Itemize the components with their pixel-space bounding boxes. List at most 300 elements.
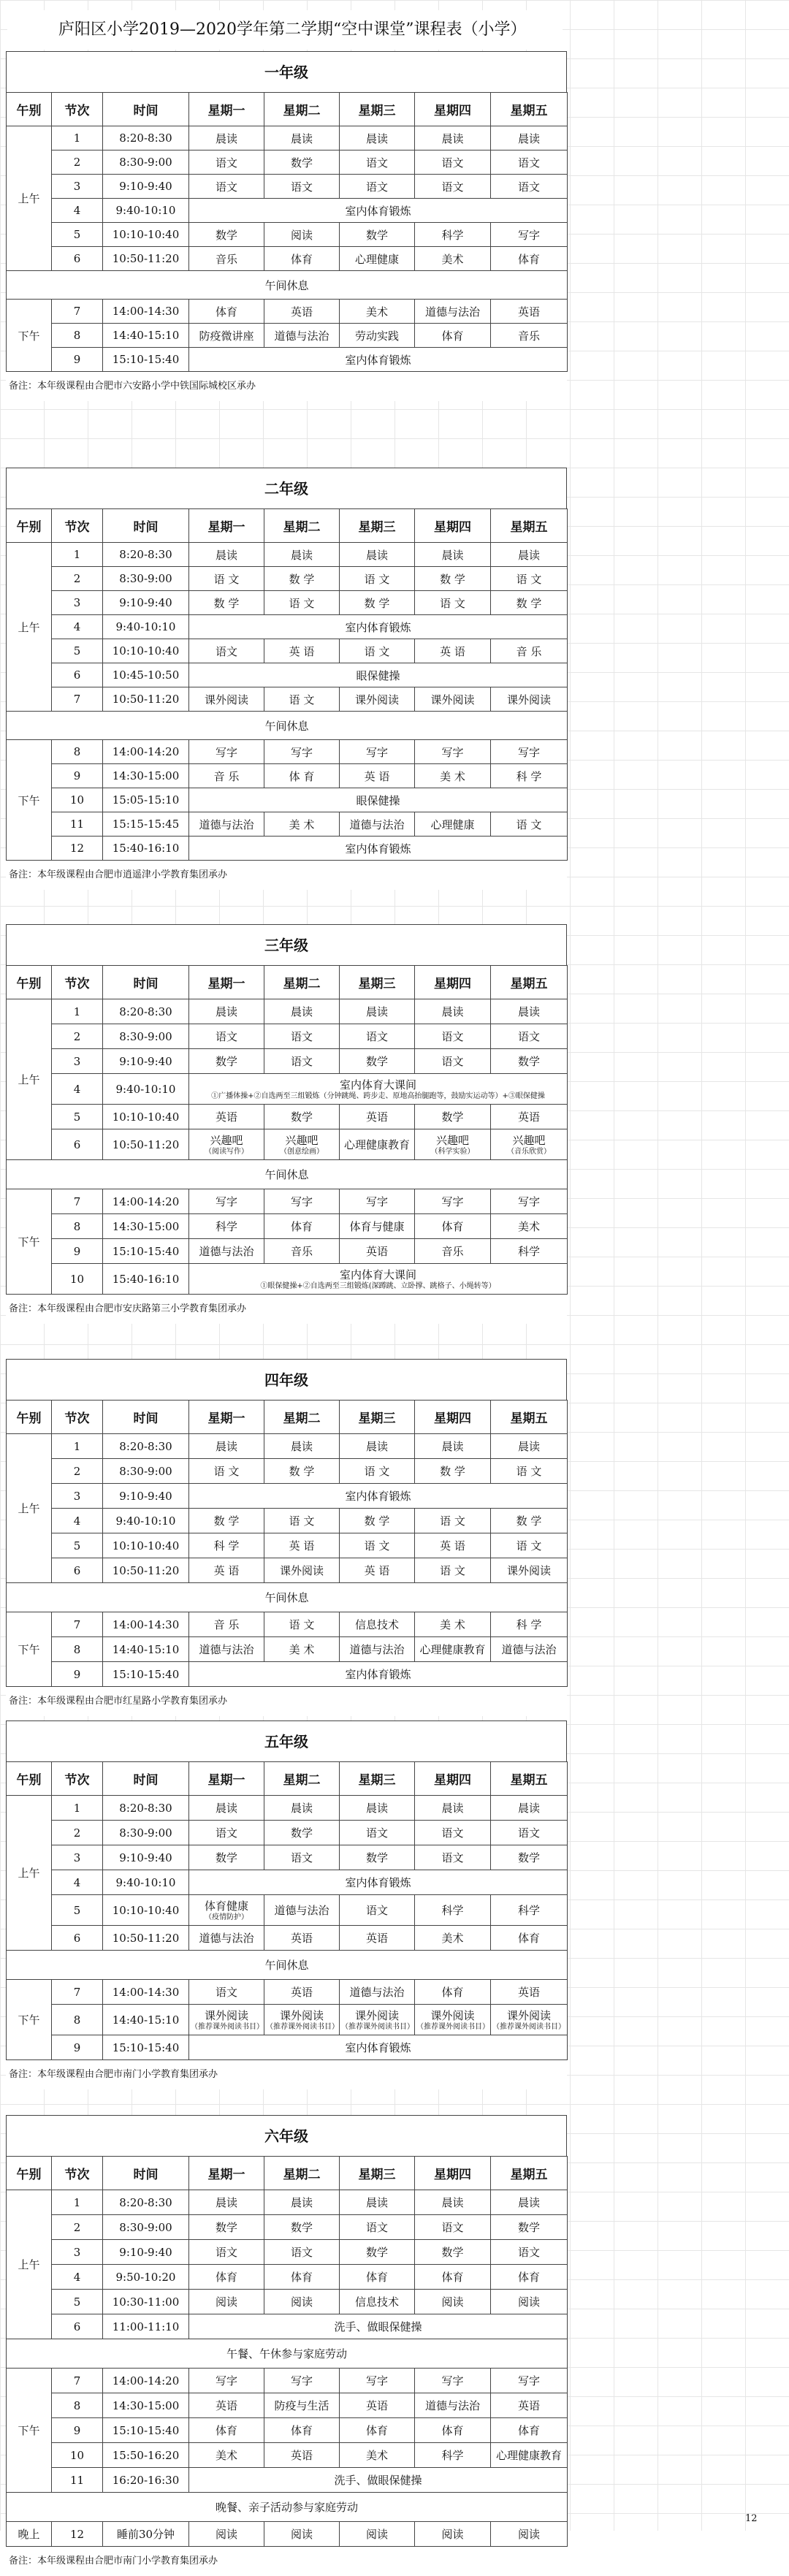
course-cell [415, 1796, 491, 1821]
course-label: 晨读 [517, 1005, 540, 1018]
course-cell [264, 150, 340, 175]
break-row [7, 1583, 568, 1612]
lesson-time: 14:30-15:00 [103, 764, 189, 788]
course-cell [189, 591, 264, 615]
merged-activity-cell [189, 837, 568, 861]
lesson-number: 9 [52, 1239, 103, 1264]
course-cell [340, 1980, 415, 2005]
lesson-number: 8 [52, 2393, 103, 2418]
course-label: 数 学 [516, 1514, 542, 1528]
course-cell [340, 2443, 415, 2468]
course-cell [340, 1533, 415, 1558]
course-cell [189, 2418, 264, 2443]
lesson-time: 8:30-9:00 [103, 2215, 189, 2240]
course-label: 英语 [365, 1932, 388, 1945]
course-label: 音 乐 [213, 769, 240, 783]
lesson-number: 7 [52, 687, 103, 712]
lesson-time: 9:50-10:20 [103, 2265, 189, 2290]
course-label: 晨读 [215, 132, 237, 145]
table-row [7, 2035, 568, 2060]
course-label: 写字 [517, 745, 540, 759]
table-row [7, 247, 568, 271]
lesson-time: 9:40-10:10 [103, 1870, 189, 1895]
course-label: 英 语 [289, 644, 315, 658]
header-cell: 午别 [7, 966, 52, 999]
course-label: 美术 [517, 1220, 540, 1233]
course-label: 音乐 [441, 1245, 464, 1258]
lesson-number: 1 [52, 126, 103, 150]
activity-label: 眼保健操 [356, 793, 400, 807]
lesson-number: 2 [52, 567, 103, 591]
header-cell: 午别 [7, 1401, 52, 1434]
course-cell [491, 1533, 568, 1558]
lesson-number: 1 [52, 999, 103, 1024]
table-row [7, 1895, 568, 1926]
course-label: 晨读 [365, 1005, 388, 1018]
course-label: 写字 [441, 1195, 464, 1208]
course-cell [415, 543, 491, 567]
period-cell: 上午 [7, 999, 52, 1160]
course-label: 英语 [517, 1110, 540, 1124]
grade-note: 备注：本年级课程由合肥市红星路小学教育集团承办 [6, 1687, 567, 1716]
course-cell [340, 2215, 415, 2240]
course-cell [189, 247, 264, 271]
lesson-time: 15:10-15:40 [103, 2418, 189, 2443]
course-label: 晨读 [517, 2196, 540, 2209]
activity-label: 洗手、做眼保健操 [334, 2320, 422, 2333]
course-label: 信息技术 [354, 1618, 399, 1631]
header-row [7, 509, 568, 543]
course-cell [491, 1105, 568, 1129]
course-cell [340, 639, 415, 663]
course-cell [264, 1637, 340, 1662]
course-label: 体育 [215, 2271, 237, 2284]
course-cell [264, 567, 340, 591]
course-cell [415, 999, 491, 1024]
activity-label: 室内体育锻炼 [345, 1490, 411, 1503]
course-label: 心理健康 [430, 818, 475, 831]
table-row [7, 1024, 568, 1049]
course-label: 数 学 [516, 596, 542, 610]
lesson-number: 10 [52, 2443, 103, 2468]
course-label: 数学 [365, 1055, 388, 1068]
course-cell [264, 1459, 340, 1484]
course-cell [491, 1434, 568, 1459]
lesson-number: 6 [52, 1558, 103, 1583]
course-cell [415, 1129, 491, 1160]
header-cell: 午别 [7, 509, 52, 543]
lesson-time: 9:10-9:40 [103, 1484, 189, 1509]
course-cell [415, 324, 491, 348]
course-label: 英 语 [364, 1564, 390, 1577]
course-cell [340, 126, 415, 150]
table-row [7, 1637, 568, 1662]
course-label: 晨读 [517, 548, 540, 562]
course-cell [491, 2215, 568, 2240]
header-cell: 星期二 [264, 1401, 340, 1434]
course-cell [189, 2190, 264, 2215]
merged-activity-cell [189, 1264, 568, 1295]
course-cell [189, 2265, 264, 2290]
course-label: 体育 [290, 1220, 313, 1233]
course-label: 晨读 [215, 2196, 237, 2209]
lesson-number: 1 [52, 1434, 103, 1459]
header-cell: 时间 [103, 1401, 189, 1434]
course-label: 写字 [290, 745, 313, 759]
course-cell [189, 1895, 264, 1926]
course-cell [189, 1129, 264, 1160]
course-label: 写字 [441, 2374, 464, 2388]
course-label: 阅读 [441, 2295, 464, 2309]
course-cell [189, 1509, 264, 1533]
course-label: 科 学 [516, 769, 542, 783]
table-row [7, 1105, 568, 1129]
course-cell [415, 1239, 491, 1264]
course-cell [264, 2190, 340, 2215]
lesson-number: 9 [52, 764, 103, 788]
lesson-number: 9 [52, 1662, 103, 1687]
grade-title: 五年级 [6, 1720, 567, 1761]
course-label: 音乐 [215, 252, 237, 266]
table-row [7, 2468, 568, 2493]
course-cell [189, 1637, 264, 1662]
course-cell [415, 1637, 491, 1662]
course-cell [340, 1049, 415, 1074]
course-cell [491, 2240, 568, 2265]
lesson-number: 3 [52, 2240, 103, 2265]
activity-detail: ①广播体操+②自选两至三组锻炼（分钟跳绳、跨步走、原地高抬腿跑等，鼓励实运动等）+③眼保健操 [211, 1092, 545, 1100]
course-cell [189, 1980, 264, 2005]
course-cell [264, 1926, 340, 1951]
course-cell [415, 223, 491, 247]
break-cell: 午间休息 [7, 271, 568, 300]
lesson-number: 3 [52, 591, 103, 615]
period-cell: 下午 [7, 300, 52, 372]
lesson-number: 1 [52, 543, 103, 567]
course-label: 美术 [441, 1932, 464, 1945]
course-label: 语 文 [440, 1514, 465, 1528]
course-label: 美 术 [289, 1643, 315, 1656]
header-cell: 星期一 [189, 93, 264, 126]
header-cell: 星期一 [189, 1401, 264, 1434]
course-label: 英语 [290, 1932, 313, 1945]
course-label: 晨读 [290, 1802, 313, 1815]
header-cell: 时间 [103, 93, 189, 126]
table-row [7, 788, 568, 812]
course-label: 心理健康教育 [495, 2449, 562, 2462]
header-cell: 节次 [52, 2157, 103, 2190]
lesson-time: 15:10-15:40 [103, 348, 189, 372]
course-label: 英 语 [364, 769, 390, 783]
course-label: 晨读 [441, 1440, 464, 1453]
course-cell [264, 591, 340, 615]
lesson-number: 3 [52, 1845, 103, 1870]
table-row [7, 324, 568, 348]
header-cell: 星期四 [415, 93, 491, 126]
header-cell: 星期二 [264, 93, 340, 126]
course-label: 体 育 [289, 769, 315, 783]
table-row [7, 1049, 568, 1074]
lesson-number: 5 [52, 1895, 103, 1926]
grade-note: 备注：本年级课程由合肥市逍遥津小学教育集团承办 [6, 861, 567, 890]
header-cell: 节次 [52, 509, 103, 543]
course-label: 语文 [441, 2221, 464, 2234]
break-cell: 午餐、午休参与家庭劳动 [7, 2339, 568, 2369]
period-cell: 下午 [7, 1189, 52, 1295]
grade-title: 四年级 [6, 1359, 567, 1400]
course-cell [264, 764, 340, 788]
lesson-time: 10:45-10:50 [103, 663, 189, 687]
lesson-number: 5 [52, 1533, 103, 1558]
activity-label: 室内体育锻炼 [345, 353, 411, 367]
course-cell [264, 2522, 340, 2547]
course-label: 体育 [290, 252, 313, 266]
course-label: 数 学 [364, 1514, 390, 1528]
lesson-time: 10:10-10:40 [103, 1895, 189, 1926]
course-label: 晨读 [365, 1802, 388, 1815]
course-label: 体育 [290, 2424, 313, 2437]
merged-activity-cell [189, 1870, 568, 1895]
lesson-time: 睡前30分钟 [103, 2522, 189, 2547]
lesson-time: 10:10-10:40 [103, 1533, 189, 1558]
course-label: 科学 [517, 1245, 540, 1258]
course-label: 阅读 [517, 2295, 540, 2309]
lesson-time: 9:40-10:10 [103, 1509, 189, 1533]
course-cell [189, 1214, 264, 1239]
course-cell [415, 300, 491, 324]
course-label: 语 文 [289, 1618, 315, 1631]
grade-block-g4 [6, 1359, 567, 1716]
period-cell: 上午 [7, 1434, 52, 1583]
header-row [7, 1762, 568, 1796]
course-cell [491, 567, 568, 591]
merged-activity-cell [189, 615, 568, 639]
course-label: 英 语 [440, 1539, 465, 1552]
break-row [7, 2339, 568, 2369]
course-label: 语文 [290, 2246, 313, 2259]
course-label: 体育 [441, 2424, 464, 2437]
course-cell [189, 2443, 264, 2468]
course-cell [491, 2443, 568, 2468]
table-row [7, 1533, 568, 1558]
course-label: 阅读 [441, 2528, 464, 2541]
grade-title: 三年级 [6, 924, 567, 965]
course-label: 道德与法治 [501, 1643, 557, 1656]
course-cell [340, 2005, 415, 2035]
table-row [7, 1509, 568, 1533]
table-row [7, 2443, 568, 2468]
course-cell [415, 812, 491, 837]
break-cell: 晚餐、亲子活动参与家庭劳动 [7, 2493, 568, 2522]
course-cell [340, 2240, 415, 2265]
course-cell [264, 247, 340, 271]
course-cell [491, 1024, 568, 1049]
schedule-table [6, 92, 568, 372]
break-row [7, 712, 568, 740]
table-row [7, 1129, 568, 1160]
header-cell: 星期三 [340, 1401, 415, 1434]
course-label: 美术 [365, 305, 388, 319]
lesson-number: 2 [52, 1024, 103, 1049]
course-label: 体育 [517, 2271, 540, 2284]
table-row [7, 2240, 568, 2265]
lesson-number: 5 [52, 223, 103, 247]
course-label: 英 语 [213, 1564, 240, 1577]
lesson-number: 2 [52, 150, 103, 175]
lesson-number: 7 [52, 1980, 103, 2005]
course-cell [415, 2215, 491, 2240]
lesson-time: 10:50-11:20 [103, 1926, 189, 1951]
lesson-time: 10:50-11:20 [103, 1129, 189, 1160]
table-row [7, 1821, 568, 1845]
course-label: 体育 [441, 1220, 464, 1233]
course-label: 数学 [365, 228, 388, 242]
course-cell [264, 687, 340, 712]
course-label: 体育 [441, 329, 464, 343]
course-label: 心理健康 [354, 252, 399, 266]
course-label: 晨读 [290, 1440, 313, 1453]
course-cell [340, 1024, 415, 1049]
course-label: 音 乐 [213, 1618, 240, 1631]
course-cell [189, 567, 264, 591]
course-cell [340, 1459, 415, 1484]
course-label: 晨读 [517, 1440, 540, 1453]
course-cell [340, 2265, 415, 2290]
table-row [7, 1189, 568, 1214]
course-cell [340, 150, 415, 175]
course-cell [189, 126, 264, 150]
course-label: 晨读 [365, 132, 388, 145]
page-title: 庐阳区小学2019—2020学年第二学期“空中课堂”课程表（小学） [7, 10, 563, 50]
activity-label: 室内体育锻炼 [345, 842, 411, 856]
course-cell [189, 764, 264, 788]
lesson-number: 3 [52, 175, 103, 199]
lesson-number: 8 [52, 740, 103, 764]
course-cell [415, 126, 491, 150]
course-label: 科学 [441, 228, 464, 242]
lesson-time: 10:30-11:00 [103, 2290, 189, 2314]
lesson-number: 4 [52, 199, 103, 223]
course-cell [264, 1049, 340, 1074]
merged-activity-cell [189, 663, 568, 687]
table-row [7, 1845, 568, 1870]
course-cell [264, 740, 340, 764]
course-detail: （推荐课外阅读书目） [191, 2023, 264, 2031]
period-cell: 晚上 [7, 2522, 52, 2547]
course-cell [415, 740, 491, 764]
activity-label: 室内体育锻炼 [345, 204, 411, 218]
header-cell: 节次 [52, 966, 103, 999]
table-row [7, 812, 568, 837]
course-cell [340, 247, 415, 271]
lesson-time: 9:40-10:10 [103, 199, 189, 223]
course-cell [340, 2522, 415, 2547]
break-row [7, 2493, 568, 2522]
header-row [7, 93, 568, 126]
course-cell [491, 1459, 568, 1484]
merged-activity-cell [189, 199, 568, 223]
grade-title: 一年级 [6, 51, 567, 92]
lesson-number: 5 [52, 639, 103, 663]
course-cell [340, 1926, 415, 1951]
course-cell [491, 126, 568, 150]
lesson-number: 5 [52, 1105, 103, 1129]
break-row [7, 1951, 568, 1980]
course-label: 晨读 [290, 1005, 313, 1018]
course-cell [491, 999, 568, 1024]
lesson-number: 8 [52, 1637, 103, 1662]
course-cell [415, 2265, 491, 2290]
lesson-time: 14:00-14:30 [103, 300, 189, 324]
course-label: 课外阅读 [506, 1564, 551, 1577]
table-row [7, 2265, 568, 2290]
header-cell: 星期一 [189, 966, 264, 999]
course-label: 语文 [215, 1986, 237, 1999]
course-label: 数学 [441, 2246, 464, 2259]
course-label: 语文 [441, 1851, 464, 1864]
table-row [7, 348, 568, 372]
course-cell [340, 2393, 415, 2418]
table-row [7, 2369, 568, 2393]
course-cell [415, 687, 491, 712]
lesson-number: 11 [52, 2468, 103, 2493]
course-cell [189, 150, 264, 175]
course-cell [189, 740, 264, 764]
lesson-time: 15:15-15:45 [103, 812, 189, 837]
header-cell: 午别 [7, 2157, 52, 2190]
course-label: 语 文 [516, 818, 542, 831]
lesson-number: 6 [52, 2314, 103, 2339]
course-label: 晨读 [441, 2196, 464, 2209]
course-label: 语文 [441, 1826, 464, 1840]
course-cell [264, 1024, 340, 1049]
table-row [7, 2418, 568, 2443]
course-label: 语文 [365, 1030, 388, 1043]
course-label: 语文 [215, 2246, 237, 2259]
course-cell [415, 591, 491, 615]
course-cell [340, 1796, 415, 1821]
course-cell [415, 2290, 491, 2314]
lesson-number: 8 [52, 2005, 103, 2035]
course-label: 阅读 [517, 2528, 540, 2541]
period-cell: 上午 [7, 126, 52, 271]
course-cell [264, 2418, 340, 2443]
table-row [7, 1484, 568, 1509]
table-row [7, 150, 568, 175]
schedule-table [6, 1400, 568, 1687]
course-cell [491, 324, 568, 348]
header-row [7, 966, 568, 999]
lesson-number: 2 [52, 2215, 103, 2240]
course-cell [415, 1024, 491, 1049]
page-number: 12 [745, 2513, 758, 2524]
table-row [7, 639, 568, 663]
course-label: 语 文 [213, 1465, 240, 1478]
lesson-time: 14:40-15:10 [103, 324, 189, 348]
table-row [7, 1558, 568, 1583]
course-label: 数学 [290, 1826, 313, 1840]
course-label: 语文 [290, 1055, 313, 1068]
table-row [7, 2314, 568, 2339]
course-cell [415, 1434, 491, 1459]
course-label: 美 术 [440, 1618, 465, 1631]
header-cell: 星期五 [491, 2157, 568, 2190]
lesson-number: 12 [52, 2522, 103, 2547]
course-label: 语文 [441, 1030, 464, 1043]
lesson-number: 10 [52, 1264, 103, 1295]
course-label: 语 文 [213, 572, 240, 586]
course-cell [189, 2393, 264, 2418]
